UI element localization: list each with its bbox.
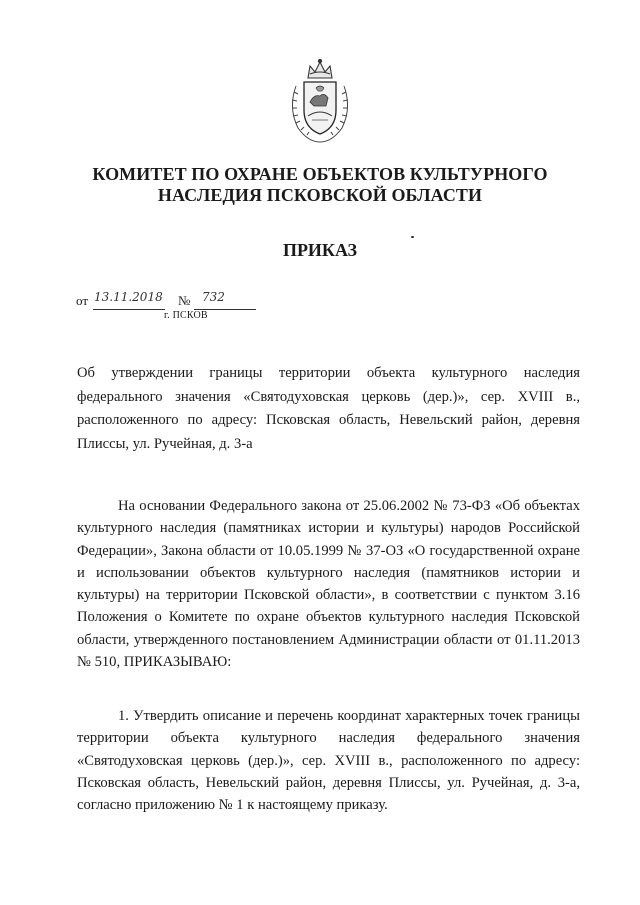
crown-icon — [308, 59, 332, 78]
date-underline — [93, 309, 165, 310]
organization-name — [60, 164, 580, 206]
order-item-1: 1. Утвердить описание и перечень координат характерных точек границы территории объекта культурного наследия федерального значения «Святодуховская церковь (дер.)», сер. XVIII в., расположенного по адресу: Псковская область, Невельский район, деревня Плиссы, ул. Ручейная, д. 3-а, согласно приложению № 1 к настоящему приказу. — [77, 708, 580, 814]
number-value: 732 — [202, 290, 225, 304]
date-label: от — [76, 293, 89, 308]
organization-name-line1: КОМИТЕТ ПО ОХРАНЕ ОБЪЕКТОВ КУЛЬТУРНОГО — [92, 164, 548, 184]
document-title: ПРИКАЗ — [282, 240, 358, 260]
coat-of-arms-emblem — [286, 58, 354, 146]
city-label: г. ПСКОВ — [164, 310, 208, 321]
number-label: № — [178, 293, 191, 308]
date-value: 13.11.2018 — [94, 290, 163, 304]
order-preamble: На основании Федерального закона от 25.06.2002 № 73-ФЗ «Об объектах культурного наследия (памятниках истории и культуры) народов Российской Федерации», Закона области от 10.05.1999 № 37-ОЗ «О государственной охране и использовании объектов культурного наследия (памятников истории и культуры) на территории Псковской области», в соответствии с пунктом 3.16 Положения о Комитете по охране объектов культурного наследия Псковской области, утвержденного постановлением Администрации области от 01.11.2013 № 510, ПРИКАЗЫВАЮ: — [77, 498, 580, 671]
organization-name-line2: НАСЛЕДИЯ ПСКОВСКОЙ ОБЛАСТИ — [157, 185, 483, 205]
ink-speck — [411, 236, 414, 238]
shield-icon — [304, 82, 336, 134]
order-subject: Об утверждении границы территории объекта культурного наследия федерального значения «Святодуховская церковь (дер.)», сер. XVIII в., расположенного по адресу: Псковская область, Невельский район, деревня Плиссы, ул. Ручейная, д. 3-а — [77, 365, 580, 452]
